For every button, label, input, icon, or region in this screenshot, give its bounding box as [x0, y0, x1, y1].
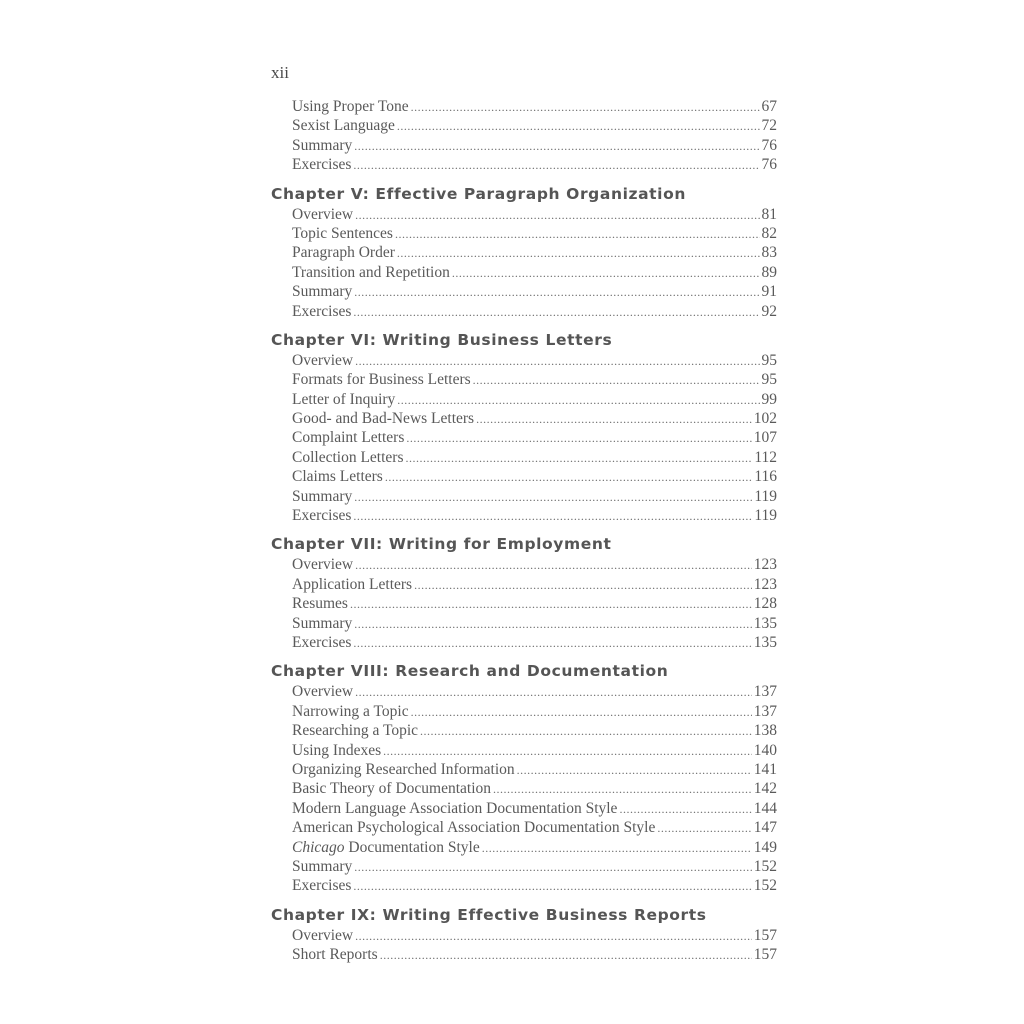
toc-entry-title: Narrowing a Topic: [292, 702, 409, 720]
toc-page-number: 152: [753, 877, 777, 895]
dot-leader: [395, 225, 760, 244]
dot-leader: [397, 391, 759, 410]
dot-leader: [353, 303, 759, 322]
toc-page-number: 82: [761, 224, 777, 242]
toc-entry-title: Claims Letters: [292, 468, 383, 486]
toc-entry: [271, 818, 777, 837]
toc-page-number: 76: [761, 156, 777, 174]
toc-entry-title: Overview: [292, 351, 354, 369]
toc-entry-title: Exercises: [292, 507, 352, 525]
toc-entry: [271, 799, 777, 818]
toc-page-number: 128: [753, 595, 777, 613]
chapter-heading: Chapter VII: Writing for Employment: [271, 535, 612, 554]
dot-leader: [493, 780, 752, 799]
toc-entry: [271, 838, 777, 857]
toc-entry-title: Topic Sentences: [292, 224, 393, 242]
dot-leader: [355, 352, 759, 371]
dot-leader: [355, 206, 759, 225]
toc-entry-title: Collection Letters: [292, 448, 404, 466]
dot-leader: [517, 761, 752, 780]
toc-entry: [271, 224, 777, 243]
toc-section: [271, 660, 777, 895]
toc-entry: [271, 876, 777, 895]
toc-page-number: 135: [753, 614, 777, 632]
toc-entry-title: Transition and Repetition: [292, 263, 450, 281]
dot-leader: [397, 244, 760, 263]
toc-entry: [271, 575, 777, 594]
dot-leader: [482, 839, 752, 858]
dot-leader: [476, 410, 752, 429]
toc-page-number: 99: [761, 390, 777, 408]
toc-entry: [271, 370, 777, 389]
dot-leader: [411, 98, 760, 117]
dot-leader: [473, 371, 760, 390]
dot-leader: [420, 722, 752, 741]
toc-entry-title: Application Letters: [292, 575, 413, 593]
toc-entry: [271, 351, 777, 370]
dot-leader: [414, 576, 752, 595]
toc-page-number: 144: [753, 799, 777, 817]
toc-entry: [271, 302, 777, 321]
dot-leader: [385, 468, 752, 487]
toc-page-number: 140: [753, 741, 777, 759]
dot-leader: [406, 429, 751, 448]
toc-page-number: 76: [761, 136, 777, 154]
toc-page-number: 123: [753, 575, 777, 593]
dot-leader: [354, 615, 751, 634]
page-folio: xii: [271, 63, 289, 82]
toc-entry: [271, 467, 777, 486]
dot-leader: [355, 683, 752, 702]
toc-entry: [271, 97, 777, 116]
toc-entry-title: Summary: [292, 487, 353, 505]
toc-entry: [271, 614, 777, 633]
toc-page-number: 112: [754, 448, 777, 466]
toc-entry-title: Using Indexes: [292, 741, 382, 759]
toc-entry-title: Resumes: [292, 595, 348, 613]
toc-entry-title: Using Proper Tone: [292, 98, 409, 115]
toc-entry-title: Researching a Topic: [292, 722, 419, 740]
toc-page-number: 119: [754, 487, 777, 505]
toc-entry: [271, 390, 777, 409]
toc-page-number: 138: [753, 722, 777, 740]
toc-entry-title: Exercises: [292, 156, 352, 174]
toc-page-number: 119: [754, 507, 777, 525]
dot-leader: [411, 703, 752, 722]
dot-leader: [380, 946, 752, 965]
toc-page-number: 152: [753, 857, 777, 875]
toc-page-number: 116: [754, 468, 777, 486]
dot-leader: [452, 264, 760, 283]
toc-entry-title: Overview: [292, 205, 354, 223]
toc-entry-title: Complaint Letters: [292, 429, 405, 447]
toc-section: [271, 183, 777, 321]
toc-page-number: 102: [753, 410, 777, 428]
toc-entry-title: Basic Theory of Documentation: [292, 780, 492, 798]
toc-entry: [271, 428, 777, 447]
toc-entry: [271, 945, 777, 964]
toc-entry: [271, 282, 777, 301]
toc-page-number: 135: [753, 633, 777, 651]
toc-page-number: 123: [753, 556, 777, 574]
toc-entry: [271, 136, 777, 155]
chapter-heading: Chapter VI: Writing Business Letters: [271, 330, 613, 349]
toc-entry-title: Summary: [292, 136, 353, 154]
toc-entry: [271, 926, 777, 945]
toc-section: [271, 97, 777, 175]
dot-leader: [353, 634, 751, 653]
toc-entry-title: Summary: [292, 614, 353, 632]
toc-entry: [271, 594, 777, 613]
toc-page-number: 157: [753, 926, 777, 944]
dot-leader: [354, 283, 759, 302]
toc-page-number: 89: [761, 263, 777, 281]
toc-entry-title-italic: Chicago: [292, 838, 345, 856]
toc-entry-title: Letter of Inquiry: [292, 390, 396, 408]
toc-page-number: 91: [761, 283, 777, 301]
dot-leader: [353, 507, 752, 526]
toc-entry-title: Formats for Business Letters: [292, 371, 471, 389]
toc-entry-title: Summary: [292, 283, 353, 301]
toc-page-number: 157: [753, 946, 777, 964]
dot-leader: [354, 488, 752, 507]
toc-entry: [271, 506, 777, 525]
dot-leader: [354, 858, 751, 877]
toc-page-number: 141: [753, 760, 777, 778]
toc-entry-title: Good- and Bad-News Letters: [292, 410, 475, 428]
toc-entry-title: Modern Language Association Documentation Style: [292, 799, 618, 817]
toc-section: [271, 533, 777, 652]
toc-page-number: 81: [761, 205, 777, 223]
dot-leader: [397, 117, 760, 136]
toc-entry: [271, 155, 777, 174]
toc-entry: [271, 409, 777, 428]
dot-leader: [353, 877, 751, 896]
toc-entry: [271, 116, 777, 135]
toc-page-number: 107: [753, 429, 777, 447]
toc-entry-title: [292, 838, 480, 857]
dot-leader: [383, 742, 752, 761]
dot-leader: [354, 137, 759, 156]
dot-leader: [355, 927, 752, 946]
toc-entry-title: Sexist Language: [292, 117, 395, 135]
toc-entry-title: Summary: [292, 857, 353, 875]
toc-page-number: 67: [761, 98, 777, 115]
toc-entry: [271, 779, 777, 798]
toc-page-number: 95: [761, 351, 777, 369]
toc-page-number: 137: [753, 683, 777, 701]
toc-entry-title: Organizing Researched Information: [292, 760, 515, 778]
toc-entry-title: Overview: [292, 556, 354, 574]
toc-page-number: 83: [761, 244, 777, 262]
toc-entry: [271, 555, 777, 574]
toc-entry: [271, 682, 777, 701]
toc-entry-title: Overview: [292, 683, 354, 701]
toc-entry-title: Overview: [292, 926, 354, 944]
toc-page-number: 95: [761, 371, 777, 389]
toc-page-number: 72: [761, 117, 777, 135]
toc-page-number: 147: [753, 819, 777, 837]
toc-page-number: 92: [761, 302, 777, 320]
dot-leader: [355, 556, 752, 575]
chapter-heading: Chapter V: Effective Paragraph Organization: [271, 184, 686, 203]
toc-entry: [271, 760, 777, 779]
toc-entry-title: Short Reports: [292, 946, 378, 964]
toc-entry-title-rest: Documentation Style: [344, 838, 480, 856]
toc-entry-title: Paragraph Order: [292, 244, 395, 262]
toc-entry: [271, 702, 777, 721]
toc-entry-title: Exercises: [292, 877, 352, 895]
dot-leader: [350, 595, 752, 614]
toc-entry: [271, 487, 777, 506]
toc-entry-title: Exercises: [292, 302, 352, 320]
toc-page-number: 137: [753, 702, 777, 720]
toc-page-number: 149: [753, 838, 777, 856]
chapter-heading: Chapter IX: Writing Effective Business Reports: [271, 905, 707, 924]
toc-entry: [271, 633, 777, 652]
toc-entry: [271, 243, 777, 262]
chapter-heading: Chapter VIII: Research and Documentation: [271, 662, 669, 681]
toc-entry: [271, 263, 777, 282]
toc-entry: [271, 741, 777, 760]
dot-leader: [405, 449, 752, 468]
toc-entry: [271, 857, 777, 876]
toc-entry: [271, 448, 777, 467]
table-of-contents: [271, 97, 777, 964]
toc-section: [271, 904, 777, 965]
dot-leader: [657, 819, 751, 838]
toc-entry-title: American Psychological Association Documentation Style: [292, 819, 656, 837]
dot-leader: [619, 800, 751, 819]
dot-leader: [353, 156, 759, 175]
toc-entry-title: Exercises: [292, 633, 352, 651]
toc-entry: [271, 205, 777, 224]
toc-page-number: 142: [753, 780, 777, 798]
toc-entry: [271, 721, 777, 740]
toc-section: [271, 329, 777, 526]
